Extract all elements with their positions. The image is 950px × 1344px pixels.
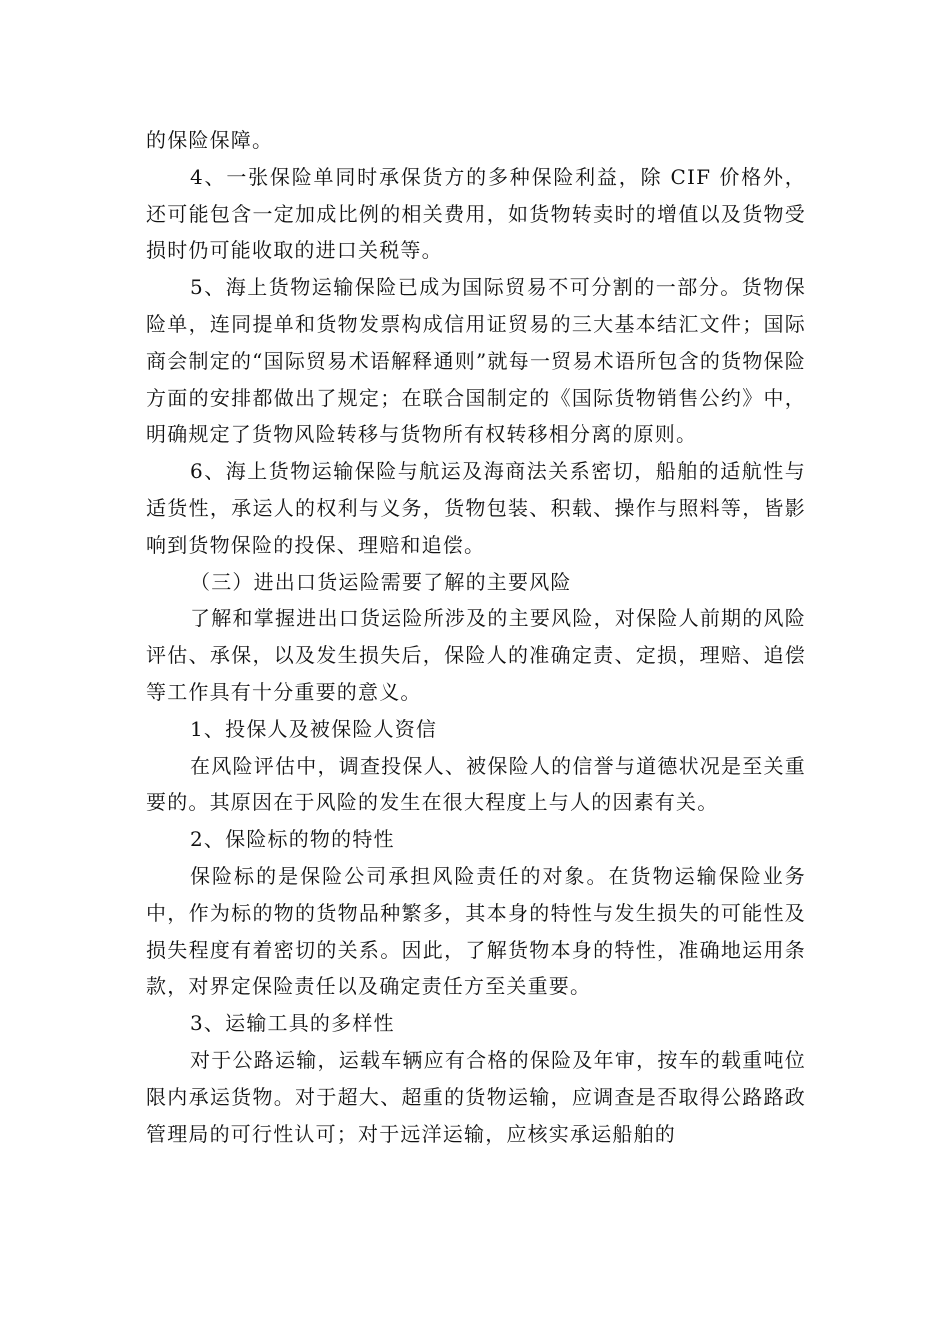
paragraph-continuation: 的保险保障。 [146,128,274,152]
paragraph-intro: 了解和掌握进出口货运险所涉及的主要风险，对保险人前期的风险评估、承保，以及发生损失后，保险人的准确定责、定损，理赔、追偿等工作具有十分重要的意义。 [146,606,806,704]
subheading-1: 1、投保人及被保险人资信 [190,716,438,741]
body-text [146,122,806,1152]
section-heading: （三）进出口货运险需要了解的主要风险 [190,569,572,594]
paragraph-subject-matter: 保险标的是保险公司承担风险责任的对象。在货物运输保险业务中，作为标的物的货物品种繁多，其本身的特性与发生损失的可能性及损失程度有着密切的关系。因此，了解货物本身的特性，准确地运用条款，对界定保险责任以及确定责任方至关重要。 [146,863,806,999]
subheading-2: 2、保险标的物的特性 [190,827,395,852]
paragraph-item-5: 5、海上货物运输保险已成为国际贸易不可分割的一部分。货物保险单，连同提单和货物发票构成信用证贸易的三大基本结汇文件；国际商会制定的“国际贸易术语解释通则”就每一贸易术语所包含的货物保险方面的安排都做出了规定；在联合国制定的《国际货物销售公约》中，明确规定了货物风险转移与货物所有权转移相分离的原则。 [146,275,806,447]
paragraph-credit: 在风险评估中，调查投保人、被保险人的信誉与道德状况是至关重要的。其原因在于风险的发生在很大程度上与人的因素有关。 [146,753,806,815]
paragraph-transport: 对于公路运输，运载车辆应有合格的保险及年审，按车的载重吨位限内承运货物。对于超大、超重的货物运输，应调查是否取得公路路政管理局的可行性认可；对于远洋运输，应核实承运船舶的 [146,1047,806,1146]
paragraph-item-4: 4、一张保险单同时承保货方的多种保险利益，除 CIF 价格外，还可能包含一定加成比例的相关费用，如货物转卖时的增值以及货物受损时仍可能收取的进口关税等。 [146,164,806,263]
subheading-3: 3、运输工具的多样性 [190,1011,395,1036]
paragraph-item-6: 6、海上货物运输保险与航运及海商法关系密切，船舶的适航性与适货性，承运人的权利与义务，货物包装、积载、操作与照料等，皆影响到货物保险的投保、理赔和追偿。 [146,459,806,557]
